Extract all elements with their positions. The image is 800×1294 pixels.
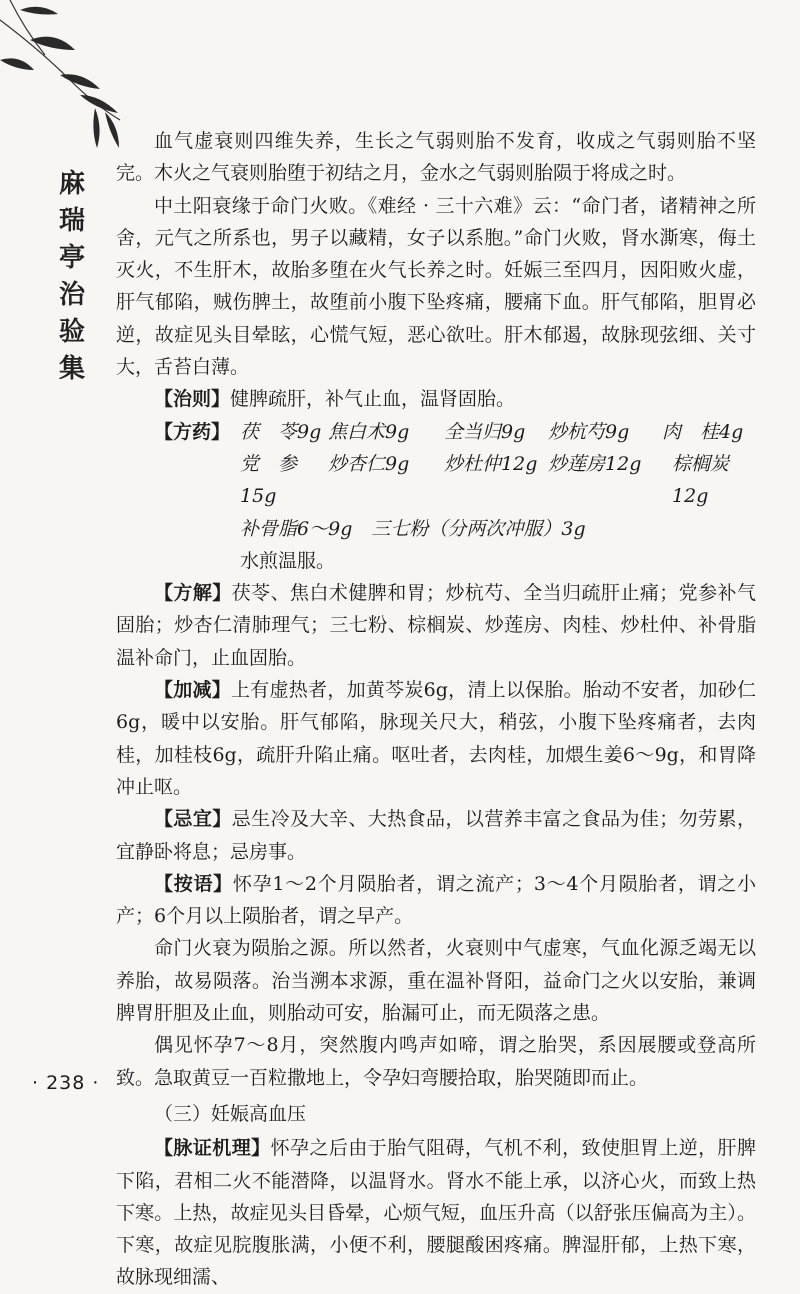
prescription-row [240,448,756,513]
herb: 党 参15g [240,452,298,508]
subsection-heading: （三）妊娠高血压 [154,1102,307,1125]
paragraph: 中土阳衰缘于命门火败。《难经 · 三十六难》云：“命门者，诸精神之所舍，元气之所系也，男子以藏精，女子以系胞。”命门火败，肾水澌寒，侮土灭火，不生肝木，故胎多堕在火气长养之时。妊娠三至四月，因阳败火虚，肝气郁陷，贼伤脾土，故堕前小腹下坠疼痛，腰痛下血。肝气郁陷，胆胃必逆，故症见头目晕眩，心慌气短，恶心欲吐。肝木郁遏，故脉现弦细、关寸大，舌苔白薄。 [116,194,756,379]
section-label: 【治则】 [154,388,231,411]
prescription-note: 水煎温服。 [240,549,336,572]
section-label: 【方解】 [154,582,232,605]
section-anyu [116,868,756,933]
section-text: 茯苓、焦白术健脾和胃；炒杭芍、全当归疏肝止痛；党参补气固胎；炒杏仁清肺理气；三七粉、棕榈炭、炒莲房、肉桂、炒杜仲、补骨脂温补命门，止血固胎。 [116,582,756,669]
herb: 焦白术9g [328,420,410,443]
section-bianzheng [116,1132,756,1293]
page-number: · 238 · [32,1072,100,1094]
title-char: 亭 [58,243,85,273]
prescription-list [230,416,756,577]
book-title-vertical [52,166,92,388]
section-text: 怀孕1～2个月陨胎者，谓之流产；3～4个月陨胎者，谓之小产；6个月以上陨胎者，谓之早产。 [116,872,756,928]
herb: 茯 苓9g [240,420,322,443]
section-fangjie [116,577,756,674]
section-label: 【方药】 [154,420,231,443]
herb: 肉 桂4g [662,420,744,443]
section-text: 上有虚热者，加黄芩炭6g，清上以保胎。胎动不安者，加砂仁6g，暖中以安胎。肝气郁陷，脉现关尺大，稍弦，小腹下坠疼痛者，去肉桂，加桂枝6g，疏肝升陷止痛。呕吐者，去肉桂，加煨生姜6～9g，和胃降冲止呕。 [116,679,756,798]
title-char: 麻 [58,169,85,199]
paragraph: 偶见怀孕7～8月，突然腹内鸣声如啼，谓之胎哭，系因展腰或登高所致。急取黄豆一百粒撒地上，令孕妇弯腰拾取，胎哭随即而止。 [116,1034,756,1089]
prescription-row [240,416,756,448]
paragraph: 命门火衰为陨胎之源。所以然者，火衰则中气虚寒，气血化源乏竭无以养胎，故易陨落。治当溯本求源，重在温补肾阳，益命门之火以安胎，兼调脾胃肝胆及止血，则胎动可安，胎漏可止，而无陨落之患。 [116,937,756,1025]
title-char: 瑞 [58,206,85,236]
section-text: 怀孕之后由于胎气阻碍，气机不利，致使胆胃上逆，肝脾下陷，君相二火不能潜降，以温肾水。肾水不能上承，以济心火，而致上热下寒。上热，故症见头目昏晕，心烦气短，血压升高（以舒张压偏高为主）。下寒，故症见脘腹胀满，小便不利，腰腿酸困疼痛。脾湿肝郁，上热下寒，故脉现细濡、 [116,1137,756,1289]
page-body [116,125,756,1294]
section-text: 健脾疏肝，补气止血，温肾固胎。 [230,388,516,411]
paragraph: 血气虚衰则四维失养，生长之气弱则胎不发育，收成之气弱则胎不坚完。木火之气衰则胎堕于初结之月，金水之气弱则胎陨于将成之时。 [116,130,756,185]
section-label: 【加减】 [154,679,232,702]
section-label: 【忌宜】 [154,808,232,831]
section-label: 【脉证机理】 [154,1137,271,1160]
herb: 炒杏仁9g [328,452,410,475]
title-char: 治 [58,280,85,310]
title-char: 集 [58,354,85,384]
section-fangyao [116,416,756,577]
prescription-row: 补骨脂6～9g 三七粉（分两次冲服）3g [240,517,586,540]
section-jiyi [116,803,756,868]
herb: 棕榈炭12g [672,452,730,508]
herb: 炒杜仲12g [444,452,538,475]
section-label: 【按语】 [154,872,233,895]
title-char: 验 [58,317,85,347]
herb: 全当归9g [444,420,526,443]
section-text: 忌生冷及大辛、大热食品，以营养丰富之食品为佳；勿劳累，宜静卧将息；忌房事。 [116,808,756,863]
section-jiajian [116,674,756,803]
herb: 炒莲房12g [548,452,642,475]
section-zhize [116,383,756,415]
herb: 炒杭芍9g [548,420,630,443]
